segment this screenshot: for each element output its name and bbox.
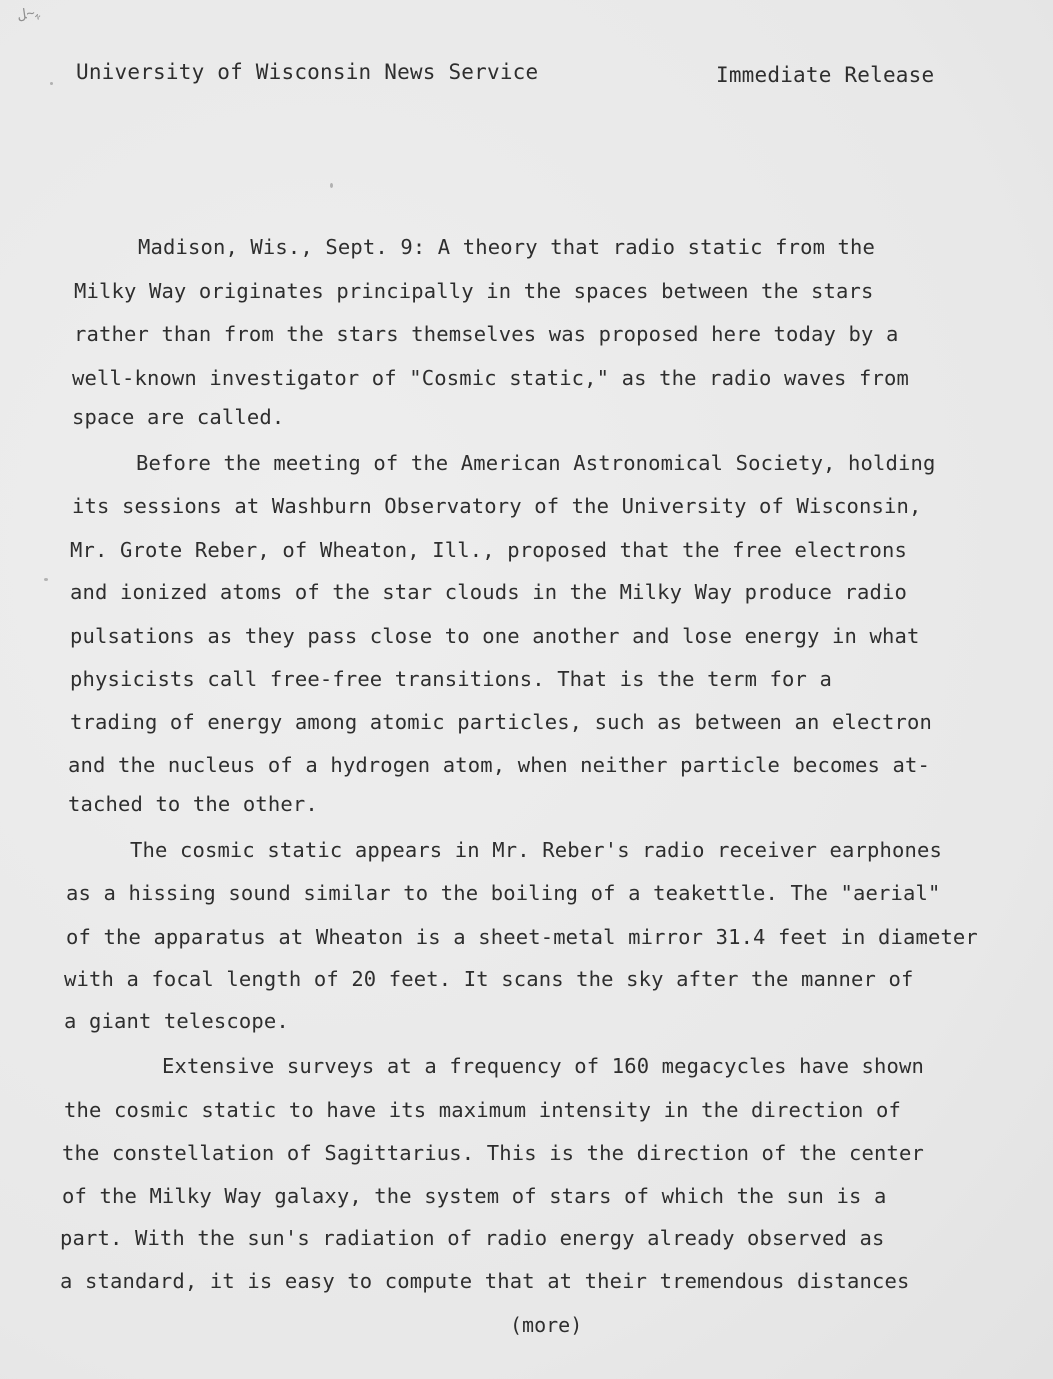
body-line: the cosmic static to have its maximum intensity in the direction of bbox=[64, 1098, 901, 1122]
body-line: Milky Way originates principally in the spaces between the stars bbox=[74, 279, 874, 303]
body-line: its sessions at Washburn Observatory of the University of Wisconsin, bbox=[72, 494, 922, 518]
body-line: Madison, Wis., Sept. 9: A theory that radio static from the bbox=[138, 235, 876, 259]
release-header: Immediate Release bbox=[716, 63, 935, 87]
body-line: Extensive surveys at a frequency of 160 megacycles have shown bbox=[162, 1054, 925, 1078]
continued-marker: (more) bbox=[510, 1313, 583, 1337]
body-line: as a hissing sound similar to the boiling of a teakettle. The "aerial" bbox=[66, 881, 941, 905]
body-line: well-known investigator of "Cosmic static," as the radio waves from bbox=[72, 366, 909, 390]
corner-handwritten-mark: ﮩ~ﻞ bbox=[16, 4, 41, 24]
body-line: pulsations as they pass close to one another and lose energy in what bbox=[70, 624, 920, 648]
news-service-header: University of Wisconsin News Service bbox=[76, 60, 539, 84]
body-line: a standard, it is easy to compute that at their tremendous distances bbox=[60, 1269, 910, 1293]
paper-speck bbox=[330, 183, 333, 188]
body-line: part. With the sun's radiation of radio energy already observed as bbox=[60, 1226, 885, 1250]
body-line: The cosmic static appears in Mr. Reber's radio receiver earphones bbox=[130, 838, 942, 862]
paper-speck bbox=[50, 82, 53, 85]
body-line: the constellation of Sagittarius. This is the direction of the center bbox=[62, 1141, 924, 1165]
body-line: trading of energy among atomic particles, such as between an electron bbox=[70, 710, 932, 734]
body-line: Mr. Grote Reber, of Wheaton, Ill., proposed that the free electrons bbox=[70, 538, 907, 562]
body-line: of the Milky Way galaxy, the system of stars of which the sun is a bbox=[62, 1184, 887, 1208]
body-line: tached to the other. bbox=[68, 792, 318, 816]
body-line: a giant telescope. bbox=[64, 1009, 289, 1033]
body-line: with a focal length of 20 feet. It scans the sky after the manner of bbox=[64, 967, 914, 991]
body-line: Before the meeting of the American Astronomical Society, holding bbox=[136, 451, 936, 475]
body-line: rather than from the stars themselves was proposed here today by a bbox=[74, 322, 899, 346]
body-line: and the nucleus of a hydrogen atom, when neither particle becomes at- bbox=[68, 753, 930, 777]
body-line: and ionized atoms of the star clouds in the Milky Way produce radio bbox=[70, 580, 907, 604]
paper-speck bbox=[44, 578, 48, 581]
body-line: space are called. bbox=[72, 405, 285, 429]
body-line: of the apparatus at Wheaton is a sheet-metal mirror 31.4 feet in diameter bbox=[66, 925, 978, 949]
body-line: physicists call free-free transitions. That is the term for a bbox=[70, 667, 833, 691]
